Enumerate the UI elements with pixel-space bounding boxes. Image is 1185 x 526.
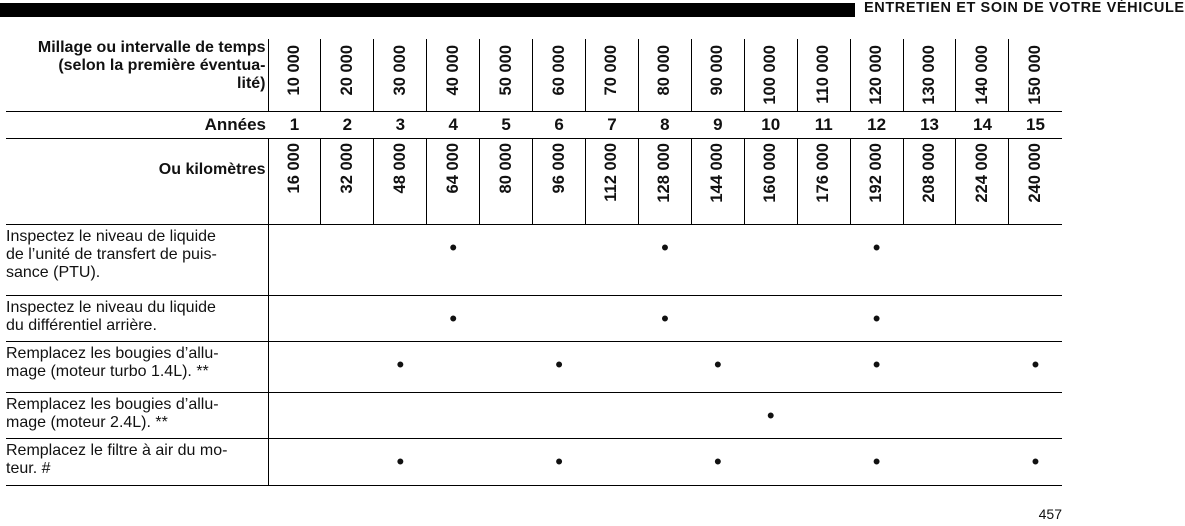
schedule-cell bbox=[268, 295, 321, 341]
km-cell bbox=[533, 138, 586, 224]
schedule-cell bbox=[427, 341, 480, 392]
table-row bbox=[6, 392, 1062, 438]
schedule-cell bbox=[268, 438, 321, 485]
year-cell: 15 bbox=[1009, 111, 1062, 138]
service-dot: • bbox=[1031, 351, 1040, 377]
schedule-cell bbox=[1009, 341, 1062, 392]
km-cell-text: 80 000 bbox=[496, 142, 515, 193]
schedule-cell bbox=[321, 295, 374, 341]
schedule-cell bbox=[427, 438, 480, 485]
mileage-cell bbox=[480, 39, 533, 111]
mileage-label-line: (selon la première éventua- bbox=[58, 57, 266, 74]
schedule-cell bbox=[374, 295, 427, 341]
service-dot: • bbox=[555, 351, 563, 377]
service-dot: • bbox=[396, 448, 405, 474]
km-cell-text: 32 000 bbox=[337, 142, 356, 193]
schedule-cell bbox=[956, 295, 1009, 341]
maintenance-schedule-table bbox=[6, 39, 1062, 486]
mileage-cell-text: 10 000 bbox=[284, 45, 303, 96]
schedule-cell bbox=[427, 392, 480, 438]
km-cell bbox=[797, 138, 850, 224]
km-cell bbox=[903, 138, 956, 224]
year-cell: 9 bbox=[691, 111, 744, 138]
schedule-cell bbox=[691, 392, 744, 438]
task-description bbox=[6, 224, 268, 295]
schedule-cell bbox=[903, 295, 956, 341]
schedule-cell bbox=[903, 341, 956, 392]
schedule-cell bbox=[638, 295, 691, 341]
mileage-header-row bbox=[6, 39, 1062, 111]
km-cell-text: 128 000 bbox=[655, 142, 674, 203]
schedule-cell bbox=[533, 295, 586, 341]
schedule-cell bbox=[956, 392, 1009, 438]
schedule-cell bbox=[744, 438, 797, 485]
service-dot: • bbox=[766, 402, 775, 428]
years-row bbox=[6, 111, 1062, 138]
schedule-cell bbox=[586, 438, 639, 485]
mileage-cell-text: 50 000 bbox=[496, 45, 515, 96]
schedule-cell bbox=[374, 224, 427, 295]
task-line: Remplacez les bougies d’allu- bbox=[6, 395, 219, 413]
km-cell-text: 176 000 bbox=[814, 142, 833, 203]
year-cell: 7 bbox=[586, 111, 639, 138]
schedule-cell bbox=[691, 438, 744, 485]
task-description bbox=[6, 341, 268, 392]
mileage-cell bbox=[850, 39, 903, 111]
service-dot: • bbox=[555, 448, 563, 474]
schedule-cell bbox=[533, 392, 586, 438]
schedule-cell bbox=[427, 224, 480, 295]
schedule-cell bbox=[268, 392, 321, 438]
mileage-cell-text: 30 000 bbox=[390, 45, 409, 96]
km-cell bbox=[427, 138, 480, 224]
service-dot: • bbox=[661, 305, 669, 331]
schedule-cell bbox=[797, 392, 850, 438]
schedule-cell bbox=[533, 438, 586, 485]
task-line: de l’unité de transfert de puis- bbox=[6, 245, 217, 263]
year-cell: 6 bbox=[533, 111, 586, 138]
service-dot: • bbox=[872, 351, 881, 377]
year-cell: 1 bbox=[268, 111, 321, 138]
year-cell: 13 bbox=[903, 111, 956, 138]
km-cell bbox=[691, 138, 744, 224]
km-cell-text: 192 000 bbox=[867, 142, 886, 203]
service-dot: • bbox=[872, 234, 881, 260]
schedule-cell bbox=[797, 341, 850, 392]
schedule-cell bbox=[586, 295, 639, 341]
schedule-cell bbox=[1009, 295, 1062, 341]
km-cell-text: 208 000 bbox=[920, 142, 939, 203]
mileage-cell-text: 140 000 bbox=[972, 45, 991, 105]
km-cell bbox=[480, 138, 533, 224]
mileage-cell bbox=[321, 39, 374, 111]
mileage-cell bbox=[638, 39, 691, 111]
year-cell: 8 bbox=[638, 111, 691, 138]
km-cell bbox=[1009, 138, 1062, 224]
km-cell bbox=[586, 138, 639, 224]
km-cell-text: 144 000 bbox=[708, 142, 727, 203]
schedule-cell bbox=[427, 295, 480, 341]
schedule-cell bbox=[374, 341, 427, 392]
km-cell-text: 16 000 bbox=[284, 142, 303, 193]
service-dot: • bbox=[396, 351, 405, 377]
schedule-cell bbox=[374, 392, 427, 438]
km-cell bbox=[850, 138, 903, 224]
task-line: Inspectez le niveau du liquide bbox=[6, 298, 216, 316]
schedule-cell bbox=[744, 341, 797, 392]
task-line: mage (moteur 2.4L). ** bbox=[6, 413, 168, 431]
schedule-cell bbox=[691, 295, 744, 341]
km-cell-text: 160 000 bbox=[761, 142, 780, 203]
year-cell: 11 bbox=[797, 111, 850, 138]
schedule-cell bbox=[903, 224, 956, 295]
schedule-cell bbox=[744, 392, 797, 438]
task-line: Remplacez le filtre à air du mo- bbox=[6, 441, 228, 459]
schedule-cell bbox=[533, 224, 586, 295]
task-line: sance (PTU). bbox=[6, 263, 101, 281]
km-cell-text: 96 000 bbox=[549, 142, 568, 193]
km-cell-text: 224 000 bbox=[972, 142, 991, 203]
mileage-cell bbox=[744, 39, 797, 111]
km-cell-text: 112 000 bbox=[602, 142, 621, 202]
mileage-cell bbox=[427, 39, 480, 111]
km-cell bbox=[638, 138, 691, 224]
schedule-cell bbox=[586, 392, 639, 438]
mileage-label bbox=[6, 39, 268, 111]
years-label: Années bbox=[6, 111, 268, 138]
mileage-cell bbox=[956, 39, 1009, 111]
mileage-cell-text: 80 000 bbox=[655, 45, 674, 96]
mileage-cell-text: 120 000 bbox=[867, 45, 886, 105]
service-dot: • bbox=[661, 234, 669, 260]
schedule-cell bbox=[956, 341, 1009, 392]
mileage-cell-text: 90 000 bbox=[708, 45, 727, 96]
km-cell-text: 64 000 bbox=[443, 142, 462, 193]
km-cell bbox=[321, 138, 374, 224]
task-description bbox=[6, 392, 268, 438]
service-dot: • bbox=[713, 448, 722, 474]
mileage-label-line: Millage ou intervalle de temps bbox=[37, 39, 266, 56]
service-dot: • bbox=[449, 305, 458, 331]
year-cell: 2 bbox=[321, 111, 374, 138]
schedule-cell bbox=[638, 341, 691, 392]
mileage-cell-text: 40 000 bbox=[443, 45, 462, 96]
task-description bbox=[6, 295, 268, 341]
schedule-cell bbox=[797, 295, 850, 341]
schedule-cell bbox=[374, 438, 427, 485]
schedule-cell bbox=[321, 341, 374, 392]
schedule-cell bbox=[850, 341, 903, 392]
schedule-cell bbox=[480, 438, 533, 485]
schedule-cell bbox=[480, 224, 533, 295]
mileage-cell-text: 100 000 bbox=[761, 45, 780, 105]
schedule-cell bbox=[586, 224, 639, 295]
mileage-label-line: lité) bbox=[237, 75, 266, 92]
kilometers-header-row bbox=[6, 138, 1062, 224]
schedule-cell bbox=[480, 341, 533, 392]
schedule-cell bbox=[268, 341, 321, 392]
schedule-cell bbox=[850, 224, 903, 295]
year-cell: 5 bbox=[480, 111, 533, 138]
mileage-cell-text: 130 000 bbox=[920, 45, 939, 105]
schedule-cell bbox=[321, 224, 374, 295]
schedule-cell bbox=[268, 224, 321, 295]
schedule-cell bbox=[638, 224, 691, 295]
mileage-cell-text: 20 000 bbox=[337, 45, 356, 96]
mileage-cell bbox=[374, 39, 427, 111]
schedule-cell bbox=[586, 341, 639, 392]
service-dot: • bbox=[449, 234, 458, 260]
schedule-cell bbox=[797, 224, 850, 295]
task-line: Remplacez les bougies d’allu- bbox=[6, 344, 219, 362]
header-bar bbox=[0, 3, 855, 17]
mileage-cell bbox=[903, 39, 956, 111]
service-dot: • bbox=[872, 305, 881, 331]
schedule-cell bbox=[480, 392, 533, 438]
table-row bbox=[6, 341, 1062, 392]
schedule-cell bbox=[1009, 224, 1062, 295]
schedule-cell bbox=[638, 438, 691, 485]
schedule-cell bbox=[956, 438, 1009, 485]
schedule-cell bbox=[744, 224, 797, 295]
year-cell: 4 bbox=[427, 111, 480, 138]
schedule-cell bbox=[321, 438, 374, 485]
schedule-cell bbox=[903, 392, 956, 438]
mileage-cell bbox=[268, 39, 321, 111]
mileage-cell-text: 150 000 bbox=[1026, 45, 1045, 105]
schedule-cell bbox=[1009, 438, 1062, 485]
schedule-cell bbox=[691, 224, 744, 295]
task-line: teur. # bbox=[6, 459, 51, 477]
schedule-cell bbox=[691, 341, 744, 392]
km-cell-text: 48 000 bbox=[390, 142, 409, 193]
schedule-cell bbox=[956, 224, 1009, 295]
km-label: Ou kilomètres bbox=[6, 138, 268, 224]
schedule-cell bbox=[638, 392, 691, 438]
schedule-cell bbox=[533, 341, 586, 392]
table-row bbox=[6, 224, 1062, 295]
km-cell bbox=[744, 138, 797, 224]
task-line: du différentiel arrière. bbox=[6, 316, 157, 334]
task-line: Inspectez le niveau de liquide bbox=[6, 227, 216, 245]
mileage-cell-text: 70 000 bbox=[602, 45, 621, 96]
mileage-cell-text: 110 000 bbox=[814, 45, 833, 104]
year-cell: 12 bbox=[850, 111, 903, 138]
schedule-cell bbox=[797, 438, 850, 485]
schedule-cell bbox=[744, 295, 797, 341]
schedule-cell bbox=[850, 295, 903, 341]
mileage-cell bbox=[797, 39, 850, 111]
table-row bbox=[6, 295, 1062, 341]
schedule-cell bbox=[903, 438, 956, 485]
mileage-cell-text: 60 000 bbox=[549, 45, 568, 96]
year-cell: 3 bbox=[374, 111, 427, 138]
year-cell: 10 bbox=[744, 111, 797, 138]
km-cell bbox=[268, 138, 321, 224]
task-line: mage (moteur turbo 1.4L). ** bbox=[6, 362, 209, 380]
schedule-cell bbox=[850, 392, 903, 438]
task-description bbox=[6, 438, 268, 485]
schedule-cell bbox=[321, 392, 374, 438]
service-dot: • bbox=[1031, 448, 1040, 474]
mileage-cell bbox=[586, 39, 639, 111]
schedule-cell bbox=[850, 438, 903, 485]
mileage-cell bbox=[1009, 39, 1062, 111]
schedule-cell bbox=[1009, 392, 1062, 438]
service-dot: • bbox=[872, 448, 881, 474]
km-cell-text: 240 000 bbox=[1026, 142, 1045, 203]
mileage-cell bbox=[691, 39, 744, 111]
schedule-cell bbox=[480, 295, 533, 341]
service-dot: • bbox=[713, 351, 722, 377]
table-row bbox=[6, 438, 1062, 485]
year-cell: 14 bbox=[956, 111, 1009, 138]
km-cell bbox=[374, 138, 427, 224]
mileage-cell bbox=[533, 39, 586, 111]
section-title: ENTRETIEN ET SOIN DE VOTRE VÉHICULE bbox=[864, 0, 1185, 16]
km-cell bbox=[956, 138, 1009, 224]
page-number: 457 bbox=[1038, 506, 1062, 522]
